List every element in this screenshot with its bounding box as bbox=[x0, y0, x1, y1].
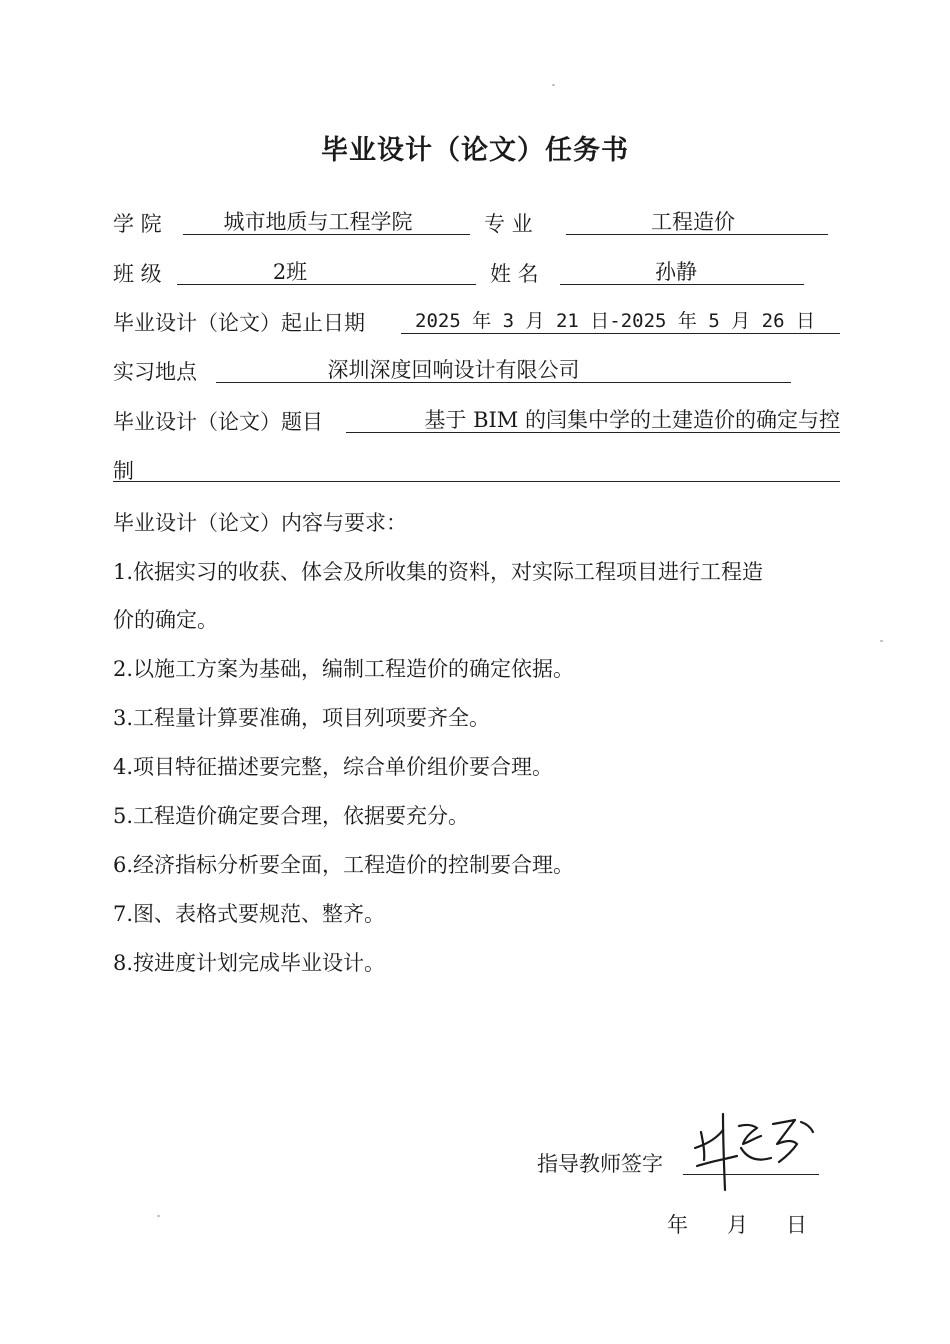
major-value: 工程造价 bbox=[651, 210, 735, 234]
requirement-item: 5.工程造价确定要合理，依据要充分。 bbox=[113, 804, 470, 828]
handwritten-signature bbox=[683, 1108, 823, 1192]
major-label: 专 业 bbox=[484, 212, 533, 236]
class-label: 班 级 bbox=[113, 262, 162, 286]
location-value: 深圳深度回响设计有限公司 bbox=[327, 358, 580, 382]
college-value: 城市地质与工程学院 bbox=[223, 210, 413, 234]
requirement-item: 3.工程量计算要准确，项目列项要齐全。 bbox=[113, 706, 491, 730]
dates-label: 毕业设计（论文）起止日期 bbox=[113, 311, 365, 335]
requirement-item: 4.项目特征描述要完整，综合单价组价要合理。 bbox=[113, 755, 554, 779]
requirements-heading: 毕业设计（论文）内容与要求： bbox=[113, 511, 407, 535]
name-value: 孙静 bbox=[655, 260, 697, 284]
class-value: 2班 bbox=[272, 260, 308, 284]
requirement-item: 6.经济指标分析要全面，工程造价的控制要合理。 bbox=[113, 853, 575, 877]
date-year-label: 年 bbox=[667, 1213, 688, 1237]
scan-speck bbox=[552, 84, 555, 86]
requirement-item: 2.以施工方案为基础，编制工程造价的确定依据。 bbox=[113, 657, 575, 681]
name-label: 姓 名 bbox=[490, 262, 539, 286]
requirement-item: 7.图、表格式要规范、整齐。 bbox=[113, 902, 386, 926]
date-month-label: 月 bbox=[727, 1213, 748, 1237]
topic-underline-2 bbox=[113, 481, 840, 482]
topic-value-line1: 基于 BIM 的闫集中学的土建造价的确定与控 bbox=[424, 408, 840, 432]
topic-value-line2: 制 bbox=[113, 459, 134, 483]
dates-value: 2025 年 3 月 21 日-2025 年 5 月 26 日 bbox=[415, 310, 815, 332]
document-title: 毕业设计（论文）任务书 bbox=[321, 135, 629, 166]
college-label: 学 院 bbox=[113, 212, 162, 236]
topic-label: 毕业设计（论文）题目 bbox=[113, 410, 323, 434]
date-day-label: 日 bbox=[786, 1213, 807, 1237]
requirement-item: 价的确定。 bbox=[113, 608, 218, 632]
scan-speck bbox=[157, 1215, 160, 1217]
requirement-item: 8.按进度计划完成毕业设计。 bbox=[113, 951, 386, 975]
location-label: 实习地点 bbox=[113, 360, 197, 384]
scan-speck bbox=[880, 640, 883, 642]
advisor-signature-label: 指导教师签字 bbox=[537, 1152, 663, 1176]
requirement-item: 1.依据实习的收获、体会及所收集的资料，对实际工程项目进行工程造 bbox=[113, 560, 764, 584]
